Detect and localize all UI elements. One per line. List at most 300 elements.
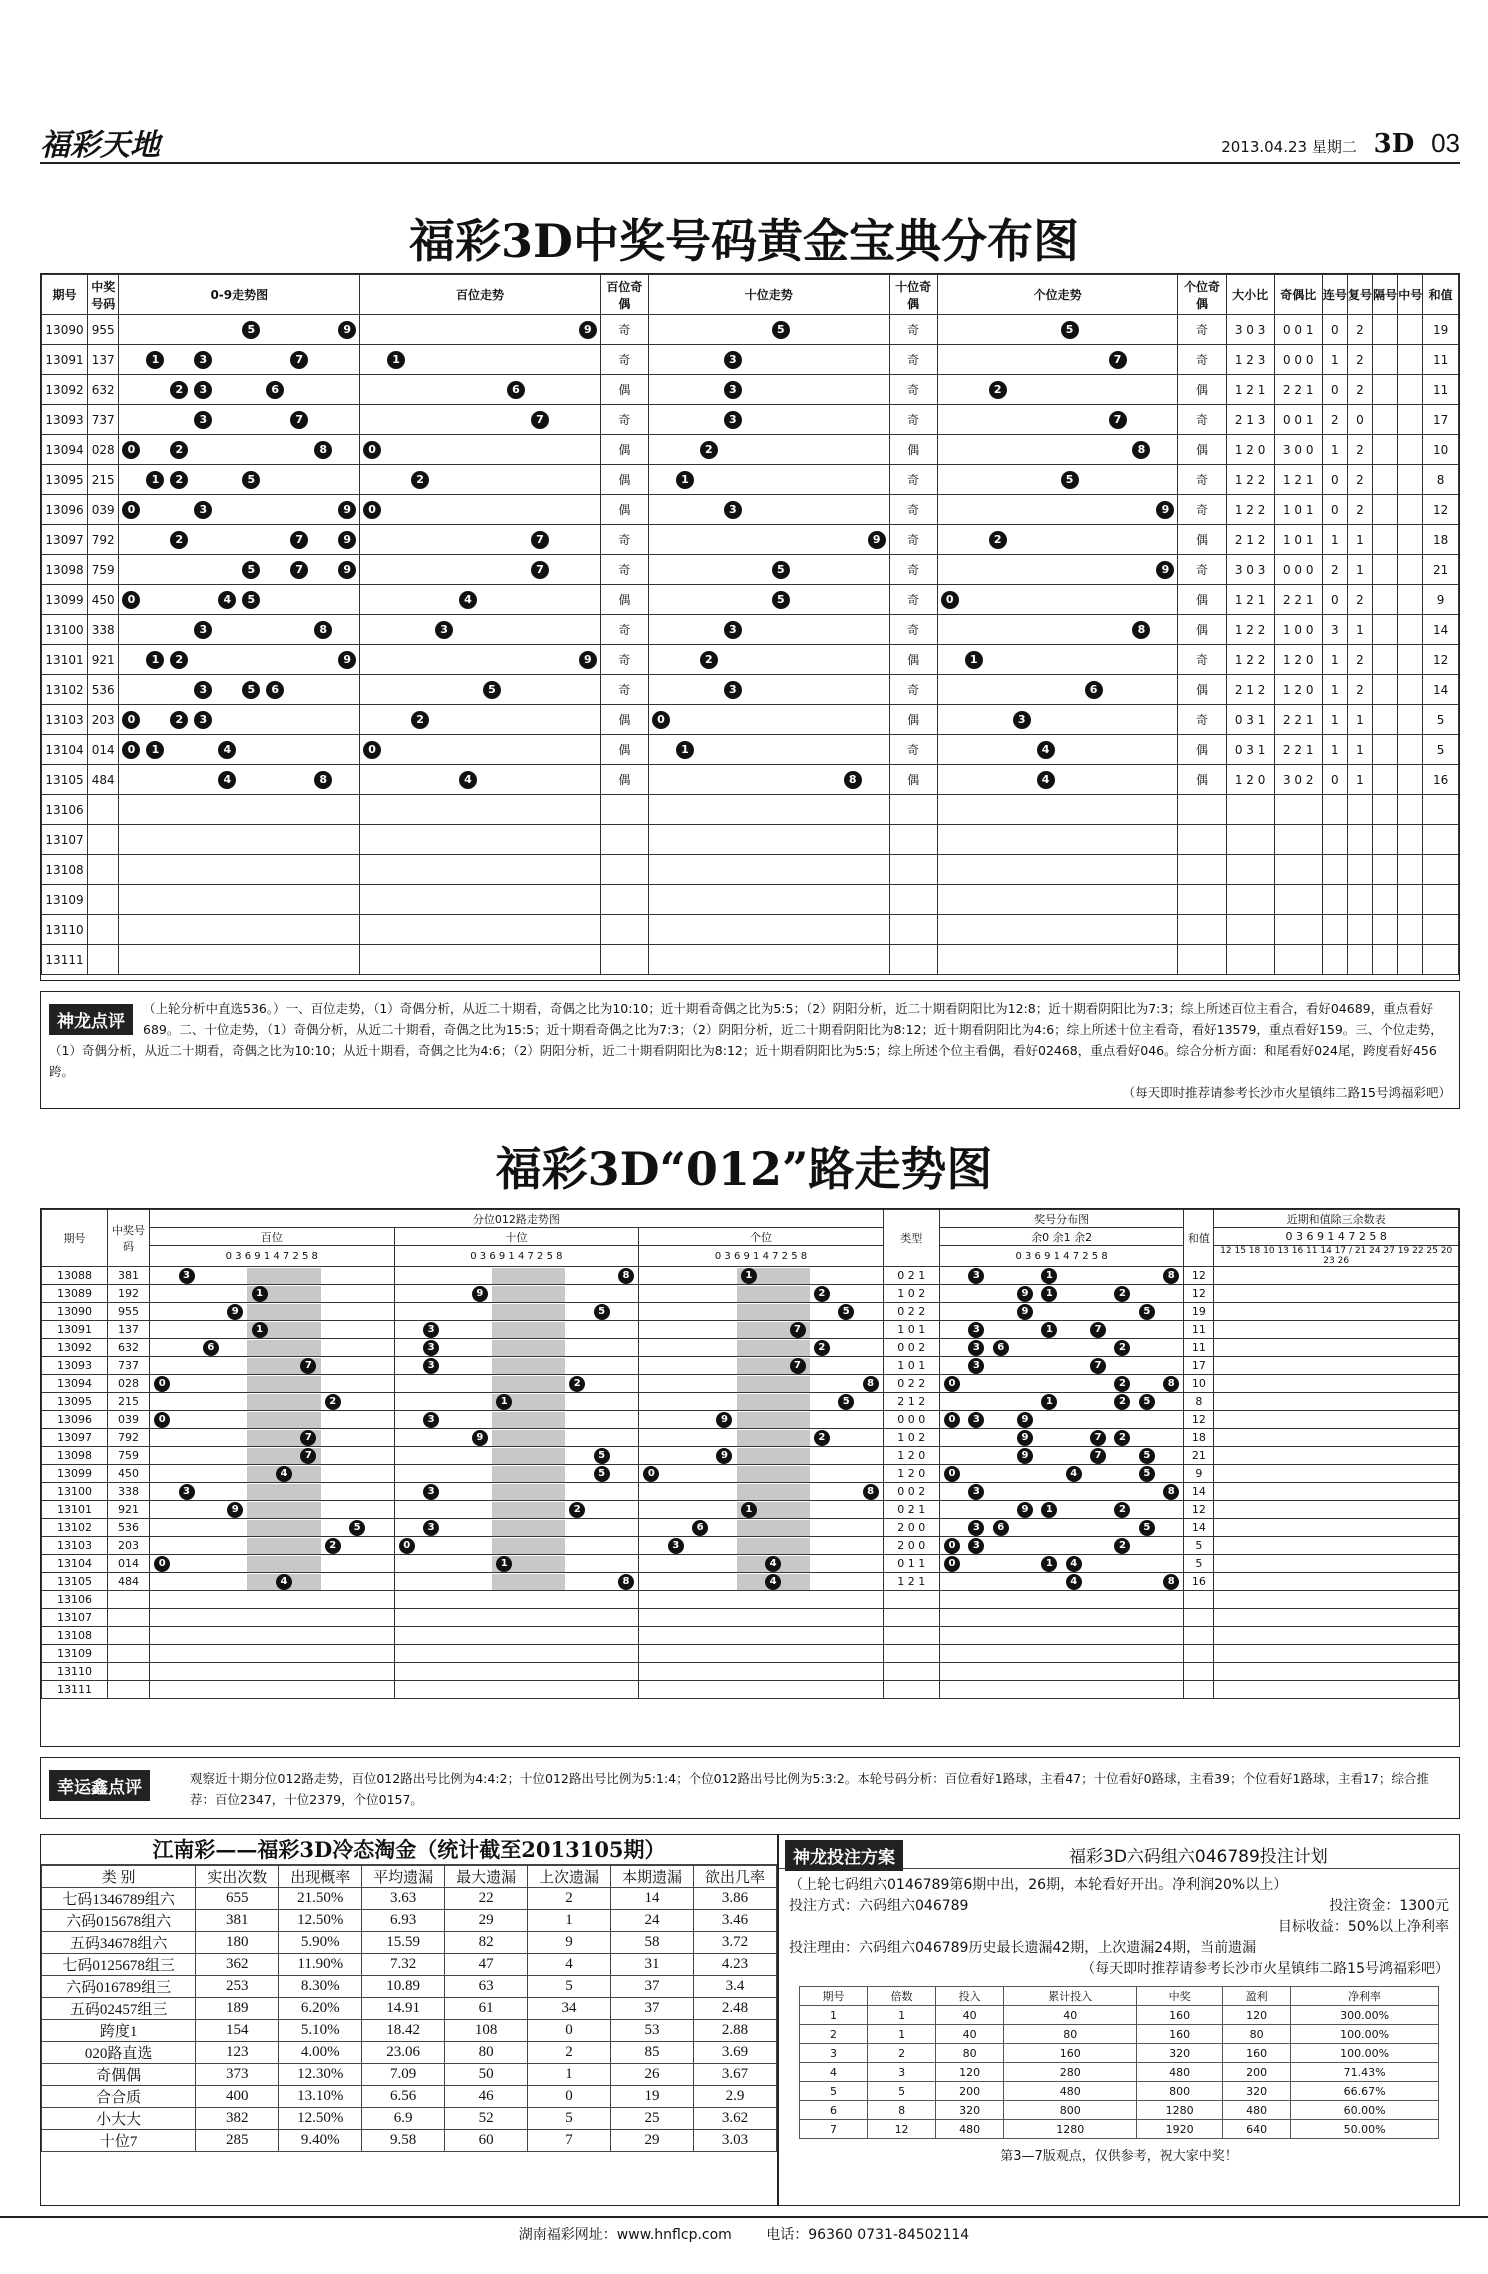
digit-cell bbox=[614, 1286, 638, 1302]
digit-cell bbox=[443, 1376, 467, 1392]
draw-id: 13111 bbox=[42, 1681, 108, 1699]
digit-cell bbox=[247, 1448, 271, 1464]
number-ball: 1 bbox=[1041, 1286, 1057, 1302]
number-ball: 0 bbox=[652, 711, 670, 729]
digit-cell bbox=[541, 1466, 565, 1482]
draw-id: 13100 bbox=[42, 615, 88, 645]
parity-ratio: 1 0 0 bbox=[1274, 615, 1322, 645]
empty-cell bbox=[648, 885, 889, 915]
digit-cell bbox=[150, 1358, 174, 1374]
number-ball: 2 bbox=[1114, 1394, 1130, 1410]
digit-cell bbox=[688, 1484, 712, 1500]
bai-parity: 偶 bbox=[600, 735, 648, 765]
digit-cell bbox=[199, 1502, 223, 1518]
digit-cell bbox=[712, 1304, 736, 1320]
digit-cell bbox=[940, 1268, 964, 1284]
digit-cell bbox=[1037, 1322, 1061, 1338]
digit-cell bbox=[504, 381, 528, 399]
digit-cell bbox=[143, 471, 167, 489]
digit-cell bbox=[272, 1538, 296, 1554]
number-ball: 3 bbox=[194, 501, 212, 519]
digit-cell bbox=[664, 1430, 688, 1446]
digit-cell bbox=[321, 1340, 345, 1356]
number-ball: 5 bbox=[838, 1304, 854, 1320]
digit-cell bbox=[989, 1574, 1013, 1590]
digit-cell bbox=[492, 1520, 516, 1536]
digit-cell bbox=[272, 1574, 296, 1590]
digit-cell bbox=[639, 1448, 663, 1464]
cold-cell: 合合质 bbox=[42, 2086, 196, 2108]
draw-number: 039 bbox=[108, 1411, 150, 1429]
cold-cell: 46 bbox=[445, 2086, 528, 2108]
number-ball: 7 bbox=[1090, 1448, 1106, 1464]
number-ball: 3 bbox=[968, 1358, 984, 1374]
digit-cell bbox=[335, 651, 359, 669]
digit-cell bbox=[191, 411, 215, 429]
digit-cell bbox=[688, 1574, 712, 1590]
cold-cell: 9.40% bbox=[279, 2130, 362, 2152]
empty-cell bbox=[394, 1681, 639, 1699]
number-ball: 2 bbox=[1114, 1340, 1130, 1356]
digit-cell bbox=[810, 1448, 834, 1464]
digit-cell bbox=[516, 1412, 540, 1428]
digit-cell bbox=[712, 1286, 736, 1302]
cold-cell: 6.20% bbox=[279, 1998, 362, 2020]
route-cell bbox=[150, 1537, 395, 1555]
digit-cell bbox=[1037, 1340, 1061, 1356]
dist-cell bbox=[119, 495, 360, 525]
lianhao: 1 bbox=[1322, 735, 1347, 765]
plan-cell: 160 bbox=[1004, 2044, 1137, 2063]
digit-cell bbox=[516, 1430, 540, 1446]
empty-cell bbox=[1214, 1681, 1459, 1699]
number-ball: 2 bbox=[814, 1340, 830, 1356]
plan-cell: 80 bbox=[936, 2044, 1004, 2063]
digit-cell bbox=[834, 1358, 858, 1374]
bai-cell bbox=[360, 705, 601, 735]
route-cell bbox=[394, 1537, 639, 1555]
empty-cell bbox=[108, 1627, 150, 1645]
cold-cell: 0 bbox=[528, 2086, 611, 2108]
number-ball: 8 bbox=[1132, 621, 1150, 639]
digit-cell bbox=[761, 1520, 785, 1536]
digit-cell bbox=[516, 1520, 540, 1536]
digit-cell bbox=[565, 1322, 589, 1338]
digit-cell bbox=[1037, 1538, 1061, 1554]
number-ball: 0 bbox=[643, 1466, 659, 1482]
number-ball: 1 bbox=[1041, 1268, 1057, 1284]
parity-ratio: 0 0 0 bbox=[1274, 345, 1322, 375]
table-row bbox=[42, 945, 1459, 975]
digit-cell bbox=[119, 501, 143, 519]
lianhao: 1 bbox=[1322, 705, 1347, 735]
digit-cell bbox=[247, 1574, 271, 1590]
number-ball: 1 bbox=[741, 1268, 757, 1284]
number-ball: 0 bbox=[363, 441, 381, 459]
digit-cell bbox=[541, 1520, 565, 1536]
plan-intro: （上轮七码组六0146789第6期中出，26期，本轮看好开出。净利润20%以上） bbox=[789, 1877, 1288, 1893]
recent-cell bbox=[1214, 1483, 1459, 1501]
recent-cell bbox=[1214, 1375, 1459, 1393]
empty-cell bbox=[88, 825, 119, 855]
digit-cell bbox=[834, 1574, 858, 1590]
lianhao: 0 bbox=[1322, 765, 1347, 795]
table-row bbox=[800, 2025, 1439, 2044]
digit-cell bbox=[468, 1376, 492, 1392]
digit-cell bbox=[810, 1430, 834, 1446]
digit-cell bbox=[614, 1502, 638, 1518]
digit-cell bbox=[1135, 1448, 1159, 1464]
ge-parity: 奇 bbox=[1178, 555, 1226, 585]
digit-cell bbox=[712, 1376, 736, 1392]
digit-cell bbox=[589, 1322, 613, 1338]
size-ratio: 1 2 2 bbox=[1226, 465, 1274, 495]
sum-value: 14 bbox=[1423, 675, 1459, 705]
number-ball: 9 bbox=[579, 321, 597, 339]
route-cell bbox=[639, 1483, 884, 1501]
digit-cell bbox=[167, 711, 191, 729]
digit-cell bbox=[215, 771, 239, 789]
digit-cell bbox=[492, 1466, 516, 1482]
digit-cell bbox=[1062, 1376, 1086, 1392]
digit-cell bbox=[1153, 561, 1177, 579]
route-cell bbox=[394, 1285, 639, 1303]
lianhao: 0 bbox=[1322, 315, 1347, 345]
cold-table bbox=[41, 1865, 777, 2152]
digit-cell bbox=[964, 1286, 988, 1302]
dist-cell bbox=[119, 705, 360, 735]
digit-cell bbox=[940, 1340, 964, 1356]
dist-cell bbox=[119, 345, 360, 375]
digit-cell bbox=[989, 1448, 1013, 1464]
digit-cell bbox=[296, 1358, 320, 1374]
digit-cell bbox=[1010, 711, 1034, 729]
empty-cell bbox=[1373, 825, 1398, 855]
digit-cell bbox=[1013, 1574, 1037, 1590]
cold-cell: 31 bbox=[611, 1954, 694, 1976]
number-ball: 5 bbox=[242, 321, 260, 339]
digit-cell bbox=[1062, 1268, 1086, 1284]
number-ball: 5 bbox=[772, 561, 790, 579]
digit-cell bbox=[761, 1322, 785, 1338]
empty-cell bbox=[883, 1663, 939, 1681]
digit-cell bbox=[541, 1322, 565, 1338]
digit-cell bbox=[419, 1340, 443, 1356]
zhonghao bbox=[1398, 765, 1423, 795]
table-row bbox=[42, 1591, 1459, 1609]
number-ball: 7 bbox=[531, 561, 549, 579]
digit-cell bbox=[1110, 1412, 1134, 1428]
draw-number: 921 bbox=[108, 1501, 150, 1519]
plan-cell: 800 bbox=[1004, 2101, 1137, 2120]
digit-cell bbox=[1159, 1358, 1183, 1374]
number-ball: 7 bbox=[1109, 351, 1127, 369]
digit-cell bbox=[1135, 1286, 1159, 1302]
zhonghao bbox=[1398, 585, 1423, 615]
digit-cell bbox=[247, 1484, 271, 1500]
ge-parity: 奇 bbox=[1178, 705, 1226, 735]
cold-cell: 12.50% bbox=[279, 1910, 362, 1932]
gehao bbox=[1373, 615, 1398, 645]
empty-cell bbox=[1423, 855, 1459, 885]
number-ball: 3 bbox=[423, 1322, 439, 1338]
digit-cell bbox=[712, 1448, 736, 1464]
bai-cell bbox=[360, 645, 601, 675]
draw-id: 13109 bbox=[42, 1645, 108, 1663]
draw-number: 737 bbox=[88, 405, 119, 435]
digit-cell bbox=[721, 681, 745, 699]
draw-id: 13094 bbox=[42, 435, 88, 465]
digit-cell bbox=[712, 1502, 736, 1518]
digit-cell bbox=[1034, 741, 1058, 759]
sum-value: 12 bbox=[1184, 1267, 1214, 1285]
table-row bbox=[42, 1681, 1459, 1699]
digit-cell bbox=[940, 1358, 964, 1374]
digit-cell bbox=[589, 1358, 613, 1374]
route-cell bbox=[150, 1375, 395, 1393]
table-row bbox=[42, 1609, 1459, 1627]
cold-cell: 2 bbox=[528, 2042, 611, 2064]
route-cell bbox=[394, 1321, 639, 1339]
sum-value: 18 bbox=[1423, 525, 1459, 555]
sum-value: 9 bbox=[1423, 585, 1459, 615]
empty-cell bbox=[360, 885, 601, 915]
digit-cell bbox=[565, 1286, 589, 1302]
digit-cell bbox=[223, 1466, 247, 1482]
ge-parity: 偶 bbox=[1178, 615, 1226, 645]
digit-cell bbox=[272, 1322, 296, 1338]
digit-cell bbox=[143, 741, 167, 759]
digit-cell bbox=[989, 1412, 1013, 1428]
digit-cell bbox=[1013, 1484, 1037, 1500]
cold-cell: 六码015678组六 bbox=[42, 1910, 196, 1932]
empty-cell bbox=[1423, 795, 1459, 825]
digit-cell bbox=[150, 1538, 174, 1554]
number-ball: 9 bbox=[1017, 1448, 1033, 1464]
digit-cell bbox=[1153, 501, 1177, 519]
cold-cell: 189 bbox=[196, 1998, 279, 2020]
route-cell bbox=[639, 1537, 884, 1555]
empty-cell bbox=[1347, 885, 1372, 915]
digit-cell bbox=[810, 1286, 834, 1302]
number-ball: 6 bbox=[692, 1520, 708, 1536]
cold-cell: 10.89 bbox=[362, 1976, 445, 1998]
draw-number: 137 bbox=[88, 345, 119, 375]
digit-cell bbox=[345, 1502, 369, 1518]
route-cell bbox=[150, 1267, 395, 1285]
fuhao: 1 bbox=[1347, 705, 1372, 735]
plan-table bbox=[799, 1986, 1439, 2139]
number-ball: 9 bbox=[1017, 1412, 1033, 1428]
digit-cell bbox=[443, 1412, 467, 1428]
cold-cell: 25 bbox=[611, 2108, 694, 2130]
cold-cell: 5 bbox=[528, 1976, 611, 1998]
digit-cell bbox=[516, 1394, 540, 1410]
digit-cell bbox=[369, 1574, 393, 1590]
plan-cell: 5 bbox=[868, 2082, 936, 2101]
plan-cell: 3 bbox=[868, 2063, 936, 2082]
digit-cell bbox=[639, 1358, 663, 1374]
number-ball: 5 bbox=[483, 681, 501, 699]
digit-cell bbox=[263, 381, 287, 399]
cold-cell: 3.69 bbox=[693, 2042, 776, 2064]
digit-cell bbox=[174, 1538, 198, 1554]
empty-cell bbox=[939, 1645, 1184, 1663]
digit-cell bbox=[834, 1520, 858, 1536]
digit-cell bbox=[834, 1556, 858, 1572]
plan-cell: 2 bbox=[868, 2044, 936, 2063]
digit-cell bbox=[1159, 1286, 1183, 1302]
gehao bbox=[1373, 435, 1398, 465]
draw-id: 13091 bbox=[42, 1321, 108, 1339]
cold-cell: 180 bbox=[196, 1932, 279, 1954]
number-ball: 3 bbox=[668, 1538, 684, 1554]
digit-cell bbox=[296, 1520, 320, 1536]
plan-cell: 300.00% bbox=[1291, 2006, 1439, 2025]
number-ball: 5 bbox=[1139, 1520, 1155, 1536]
shi-parity: 奇 bbox=[889, 585, 937, 615]
cold-cell: 23.06 bbox=[362, 2042, 445, 2064]
table-row bbox=[42, 705, 1459, 735]
empty-cell bbox=[1226, 795, 1274, 825]
digit-cell bbox=[321, 1358, 345, 1374]
sum-value: 11 bbox=[1184, 1321, 1214, 1339]
digit-cell bbox=[223, 1376, 247, 1392]
digit-cell bbox=[737, 1394, 761, 1410]
digit-cell bbox=[688, 1502, 712, 1518]
cold-cell: 29 bbox=[445, 1910, 528, 1932]
digit-cell bbox=[1110, 1556, 1134, 1572]
cold-cell: 3.03 bbox=[693, 2130, 776, 2152]
draw-number: 381 bbox=[108, 1267, 150, 1285]
draw-id: 13100 bbox=[42, 1483, 108, 1501]
digit-cell bbox=[761, 1340, 785, 1356]
plan-cell: 1920 bbox=[1137, 2120, 1223, 2139]
digit-cell bbox=[712, 1520, 736, 1536]
empty-cell bbox=[1184, 1663, 1214, 1681]
number-ball: 3 bbox=[724, 501, 742, 519]
table-row bbox=[42, 1976, 777, 1998]
digit-cell bbox=[345, 1394, 369, 1410]
ge-parity: 奇 bbox=[1178, 315, 1226, 345]
digit-cell bbox=[1086, 1502, 1110, 1518]
digit-cell bbox=[1062, 1556, 1086, 1572]
digit-cell bbox=[492, 1502, 516, 1518]
cold-cell: 50 bbox=[445, 2064, 528, 2086]
ge-cell bbox=[937, 615, 1178, 645]
bai-parity: 奇 bbox=[600, 675, 648, 705]
digit-cell bbox=[492, 1394, 516, 1410]
digit-cell bbox=[688, 1448, 712, 1464]
digit-cell bbox=[296, 1538, 320, 1554]
recent-cell bbox=[1214, 1357, 1459, 1375]
digit-cell bbox=[223, 1394, 247, 1410]
digit-cell bbox=[1013, 1376, 1037, 1392]
digit-cell bbox=[688, 1376, 712, 1392]
digit-cell bbox=[1159, 1466, 1183, 1482]
route-cell bbox=[150, 1339, 395, 1357]
empty-cell bbox=[937, 795, 1178, 825]
digit-cell bbox=[989, 1286, 1013, 1302]
cold-cell: 1 bbox=[528, 1910, 611, 1932]
dist-cell bbox=[119, 615, 360, 645]
cold-cell: 82 bbox=[445, 1932, 528, 1954]
parity-ratio: 2 2 1 bbox=[1274, 705, 1322, 735]
digit-cell bbox=[589, 1394, 613, 1410]
ge-cell bbox=[937, 555, 1178, 585]
digit-cell bbox=[688, 1340, 712, 1356]
zhonghao bbox=[1398, 375, 1423, 405]
digit-cell bbox=[940, 1304, 964, 1320]
cold-cell: 14.91 bbox=[362, 1998, 445, 2020]
draw-number: 014 bbox=[108, 1555, 150, 1573]
digit-cell bbox=[1013, 1448, 1037, 1464]
digit-cell bbox=[199, 1412, 223, 1428]
cold-cell: 2.88 bbox=[693, 2020, 776, 2042]
number-ball: 9 bbox=[1017, 1304, 1033, 1320]
digit-cell bbox=[785, 1484, 809, 1500]
digit-cell bbox=[395, 1538, 419, 1554]
gehao bbox=[1373, 375, 1398, 405]
digit-cell bbox=[199, 1286, 223, 1302]
digit-cell bbox=[199, 1358, 223, 1374]
digit-cell bbox=[940, 1448, 964, 1464]
bai-cell bbox=[360, 735, 601, 765]
cold-cell: 24 bbox=[611, 1910, 694, 1932]
digit-cell bbox=[516, 1502, 540, 1518]
digit-cell bbox=[541, 1574, 565, 1590]
zhonghao bbox=[1398, 465, 1423, 495]
digit-cell bbox=[1013, 1394, 1037, 1410]
digit-cell bbox=[1037, 1394, 1061, 1410]
empty-cell bbox=[1178, 825, 1226, 855]
plan-cell: 160 bbox=[1137, 2006, 1223, 2025]
digit-cell bbox=[296, 1484, 320, 1500]
draw-number: 192 bbox=[108, 1285, 150, 1303]
dist-cell bbox=[939, 1375, 1184, 1393]
number-ball: 4 bbox=[1066, 1466, 1082, 1482]
digit-cell bbox=[419, 1556, 443, 1572]
lianhao: 0 bbox=[1322, 585, 1347, 615]
shi-parity: 偶 bbox=[889, 705, 937, 735]
draw-id: 13099 bbox=[42, 585, 88, 615]
digit-cell bbox=[688, 1286, 712, 1302]
number-ball: 1 bbox=[496, 1556, 512, 1572]
draw-number: 632 bbox=[108, 1339, 150, 1357]
number-ball: 1 bbox=[1041, 1502, 1057, 1518]
draw-number: 450 bbox=[108, 1465, 150, 1483]
digit-cell bbox=[150, 1376, 174, 1392]
digit-cell bbox=[712, 1538, 736, 1554]
digit-cell bbox=[785, 1304, 809, 1320]
zhonghao bbox=[1398, 435, 1423, 465]
table-row bbox=[42, 1645, 1459, 1663]
route-type: 2 0 0 bbox=[883, 1519, 939, 1537]
digit-cell bbox=[1037, 1358, 1061, 1374]
fuhao: 1 bbox=[1347, 525, 1372, 555]
empty-cell bbox=[648, 795, 889, 825]
table-row bbox=[42, 1393, 1459, 1411]
number-ball: 2 bbox=[569, 1376, 585, 1392]
cold-cell: 53 bbox=[611, 2020, 694, 2042]
route-type: 1 2 1 bbox=[883, 1573, 939, 1591]
digit-cell bbox=[1058, 471, 1082, 489]
table-row bbox=[42, 735, 1459, 765]
cold-cell: 2 bbox=[528, 1888, 611, 1910]
digit-cell bbox=[1086, 1358, 1110, 1374]
digit-cell bbox=[223, 1484, 247, 1500]
table-row bbox=[42, 1555, 1459, 1573]
